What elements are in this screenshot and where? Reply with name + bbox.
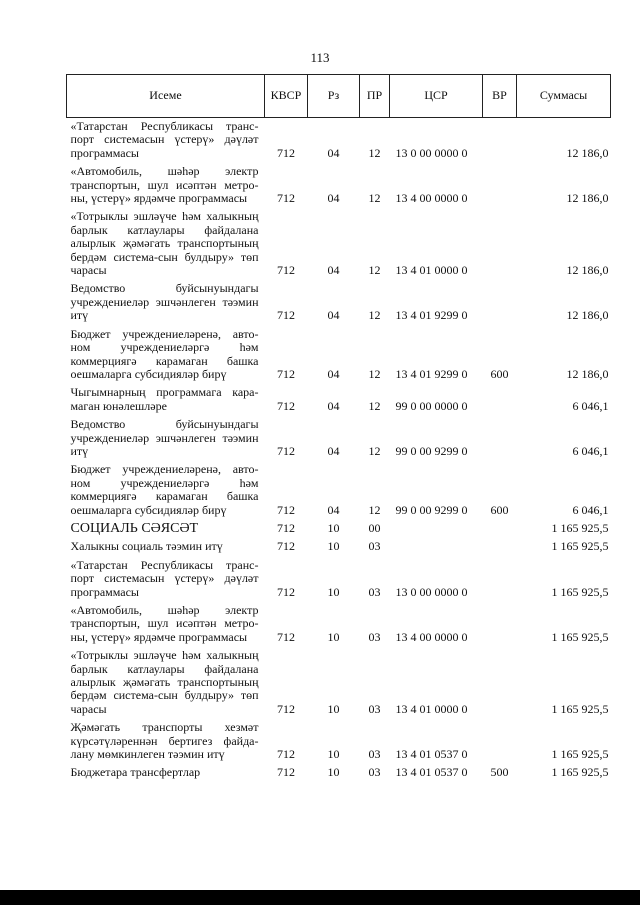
row-sum: 6 046,1 — [572, 443, 609, 458]
row-pr: 12 — [368, 145, 381, 160]
row-sum: 12 186,0 — [566, 191, 609, 206]
row-name: Бюджет учреждениеләренә, авто-ном учреждениеләргә һәм коммерциягә карамаган башка оешмаларга субсидияләр бирү — [70, 326, 259, 381]
table-body — [67, 118, 611, 783]
row-pr: 12 — [368, 502, 381, 517]
row-rz: 04 — [327, 366, 340, 381]
row-name: «Татарстан Республикасы транс-порт системасын үстерү» дәүләт программасы — [70, 119, 259, 160]
row-rz: 04 — [327, 398, 340, 413]
header-rz: Рз — [308, 75, 360, 118]
row-kvsr: 712 — [277, 398, 295, 413]
row-vr — [483, 520, 517, 538]
row-sum: 1 165 925,5 — [551, 765, 609, 780]
row-csr: 13 4 01 0537 0 — [395, 765, 468, 780]
row-csr: 99 0 00 9299 0 — [395, 443, 468, 458]
row-name: Бюджетара трансфертлар — [70, 765, 201, 780]
row-kvsr: 712 — [277, 502, 295, 517]
row-kvsr: 712 — [277, 747, 295, 762]
row-pr: 12 — [368, 398, 381, 413]
row-vr — [483, 538, 517, 556]
header-sum: Суммасы — [517, 75, 611, 118]
row-sum: 1 165 925,5 — [551, 747, 609, 762]
row-sum: 6 046,1 — [572, 502, 609, 517]
row-rz: 10 — [327, 747, 340, 762]
row-vr — [483, 647, 517, 719]
row-kvsr: 712 — [277, 443, 295, 458]
row-csr: 13 4 01 0537 0 — [395, 747, 468, 762]
row-kvsr: 712 — [277, 520, 295, 535]
row-vr — [483, 557, 517, 602]
row-vr: 500 — [490, 765, 509, 780]
row-vr — [483, 384, 517, 416]
row-csr: 13 4 01 9299 0 — [395, 308, 468, 323]
row-name: СОЦИАЛЬ СӘЯСӘТ — [70, 520, 199, 536]
row-rz: 10 — [327, 539, 340, 554]
row-name: Җәмәгать транспорты хезмәт күрсәтүләреннән бертигез файда-лану мөмкинлеген тәэмин итү — [70, 720, 259, 762]
table-row — [67, 416, 611, 461]
row-pr: 12 — [368, 443, 381, 458]
table-row — [67, 163, 611, 208]
table-row — [67, 384, 611, 416]
table-row — [67, 719, 611, 764]
table-row — [67, 557, 611, 602]
row-rz: 10 — [327, 629, 340, 644]
row-pr: 00 — [368, 520, 381, 535]
row-name: «Автомобиль, шәһәр электр транспортын, шул исәптән метро-ны, үстерү» ярдәмче программасы — [70, 603, 259, 644]
row-csr — [390, 538, 483, 556]
row-sum: 1 165 925,5 — [551, 701, 609, 716]
row-rz: 04 — [327, 502, 340, 517]
row-rz: 04 — [327, 308, 340, 323]
row-kvsr: 712 — [277, 191, 295, 206]
row-sum: 6 046,1 — [572, 398, 609, 413]
header-kvsr: КВСР — [265, 75, 308, 118]
row-kvsr: 712 — [277, 145, 295, 160]
row-pr: 03 — [368, 584, 381, 599]
row-csr: 13 4 01 9299 0 — [395, 366, 468, 381]
row-rz: 04 — [327, 191, 340, 206]
row-rz: 04 — [327, 145, 340, 160]
page-number: 113 — [310, 50, 330, 65]
row-sum: 1 165 925,5 — [551, 629, 609, 644]
table-row — [67, 538, 611, 556]
row-name: Халыкны социаль тәэмин итү — [70, 539, 223, 554]
row-name: «Автомобиль, шәһәр электр транспортын, шул исәптән метро-ны, үстерү» ярдәмче программасы — [70, 164, 259, 206]
row-sum: 12 186,0 — [566, 366, 609, 381]
row-rz: 04 — [327, 443, 340, 458]
row-vr — [483, 163, 517, 208]
row-pr: 12 — [368, 308, 381, 323]
table-row — [67, 602, 611, 647]
row-vr: 600 — [490, 502, 509, 517]
row-rz: 10 — [327, 701, 340, 716]
row-vr — [483, 280, 517, 325]
row-sum: 1 165 925,5 — [551, 520, 609, 535]
header-vr: ВР — [483, 75, 517, 118]
table-row — [67, 647, 611, 719]
row-sum: 12 186,0 — [566, 263, 609, 278]
table-row — [67, 208, 611, 280]
table-row — [67, 280, 611, 325]
row-csr: 13 0 00 0000 0 — [395, 584, 468, 599]
row-kvsr: 712 — [277, 584, 295, 599]
row-pr: 12 — [368, 366, 381, 381]
header-pr: ПР — [360, 75, 390, 118]
row-csr: 99 0 00 0000 0 — [395, 398, 468, 413]
row-csr: 13 4 00 0000 0 — [395, 629, 468, 644]
row-csr: 13 4 01 0000 0 — [395, 701, 468, 716]
row-name: Чыгымнарның программага кара-маган юнәлешләре — [70, 385, 259, 413]
row-kvsr: 712 — [277, 308, 295, 323]
row-name: «Тотрыклы эшләүче һәм халыкның барлык катлаулары файдалана алырлык җәмәгать транспортының бердәм системa-сын булдыру» төп чарасы — [70, 648, 259, 716]
row-sum: 12 186,0 — [566, 308, 609, 323]
table-row — [67, 326, 611, 385]
table-header-row — [67, 75, 611, 118]
header-name: Исеме — [67, 75, 265, 118]
row-vr — [483, 719, 517, 764]
row-vr: 600 — [490, 366, 509, 381]
row-csr — [390, 520, 483, 538]
row-name: Бюджет учреждениеләренә, авто-ном учреждениеләргә һәм коммерциягә карамаган башка оешмаларга субсидияләр бирү — [70, 462, 259, 517]
budget-table — [66, 74, 611, 783]
table-row — [67, 520, 611, 538]
row-sum: 1 165 925,5 — [551, 584, 609, 599]
scan-bottom-edge — [0, 890, 640, 905]
row-pr: 12 — [368, 191, 381, 206]
row-kvsr: 712 — [277, 539, 295, 554]
row-vr — [483, 602, 517, 647]
row-csr: 13 4 00 0000 0 — [395, 191, 468, 206]
row-rz: 10 — [327, 520, 340, 535]
row-vr — [483, 416, 517, 461]
row-vr — [483, 208, 517, 280]
row-name: «Тотрыклы эшләүче һәм халыкның барлык катлаулары файдалана алырлык җәмәгать транспортының бердәм системa-сын булдыру» төп чарасы — [70, 209, 259, 278]
row-name: Ведомство буйсынуындагы учреждениеләр эшчәнлеген тәэмин итү — [70, 281, 259, 323]
row-name: Ведомство буйсынуындагы учреждениеләр эшчәнлеген тәэмин итү — [70, 417, 259, 458]
row-rz: 04 — [327, 263, 340, 278]
row-pr: 03 — [368, 539, 381, 554]
row-csr: 99 0 00 9299 0 — [395, 502, 468, 517]
header-csr: ЦСР — [390, 75, 483, 118]
table-row — [67, 118, 611, 164]
table-row — [67, 764, 611, 782]
row-rz: 10 — [327, 584, 340, 599]
table-row — [67, 461, 611, 520]
row-kvsr: 712 — [277, 263, 295, 278]
row-pr: 03 — [368, 765, 381, 780]
row-sum: 12 186,0 — [566, 145, 609, 160]
row-kvsr: 712 — [277, 701, 295, 716]
row-vr — [483, 118, 517, 164]
row-pr: 12 — [368, 263, 381, 278]
row-rz: 10 — [327, 765, 340, 780]
row-pr: 03 — [368, 701, 381, 716]
row-kvsr: 712 — [277, 765, 295, 780]
row-csr: 13 4 01 0000 0 — [395, 263, 468, 278]
row-pr: 03 — [368, 747, 381, 762]
row-pr: 03 — [368, 629, 381, 644]
row-kvsr: 712 — [277, 366, 295, 381]
row-name: «Татарстан Республикасы транс-порт системасын үстерү» дәүләт программасы — [70, 557, 259, 599]
row-csr: 13 0 00 0000 0 — [395, 145, 468, 160]
row-sum: 1 165 925,5 — [551, 539, 609, 554]
row-kvsr: 712 — [277, 629, 295, 644]
